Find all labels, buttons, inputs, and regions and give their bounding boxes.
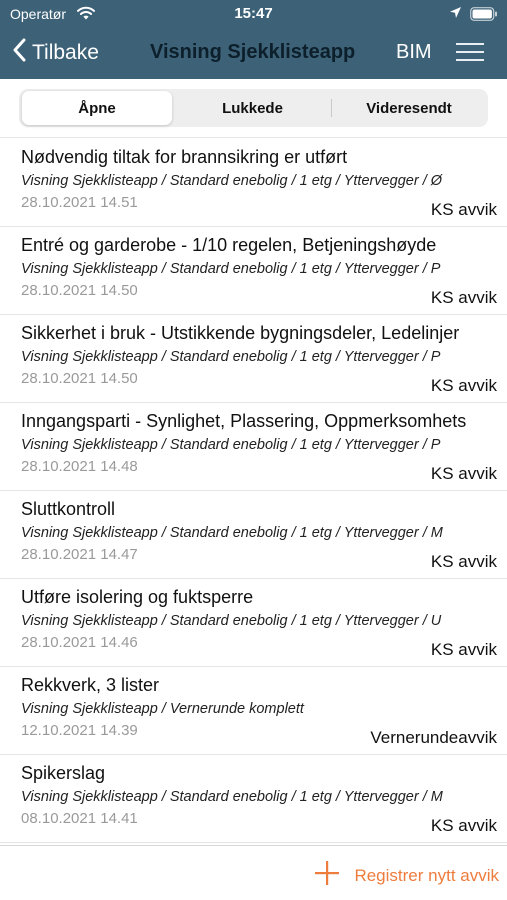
plus-icon	[314, 860, 340, 891]
item-date: 28.10.2021 14.46	[21, 634, 138, 651]
page-title: Visning Sjekklisteapp	[150, 41, 356, 63]
item-path: Visning Sjekklisteapp / Standard enebolig / 1 etg / Yttervegger / P	[21, 437, 441, 453]
list-item[interactable]	[0, 667, 507, 755]
item-date: 28.10.2021 14.50	[21, 370, 138, 387]
item-date: 08.10.2021 14.41	[21, 810, 138, 827]
item-type: Vernerundeavvik	[370, 728, 497, 747]
tab-closed[interactable]: Lukkede	[222, 99, 283, 117]
list-item[interactable]	[0, 227, 507, 315]
bottom-toolbar	[0, 845, 507, 900]
item-title: Entré og garderobe - 1/10 regelen, Betjeningshøyde	[21, 235, 437, 255]
item-title: Inngangsparti - Synlighet, Plassering, Oppmerksomhets	[21, 411, 467, 431]
segmented-control	[19, 89, 488, 127]
item-title: Spikerslag	[21, 763, 106, 783]
item-type: KS avvik	[430, 464, 497, 483]
deviation-list	[0, 139, 507, 845]
item-path: Visning Sjekklisteapp / Standard enebolig / 1 etg / Yttervegger / M	[21, 525, 443, 541]
item-type: KS avvik	[430, 200, 497, 219]
item-date: 28.10.2021 14.51	[21, 194, 138, 211]
list-item[interactable]	[0, 403, 507, 491]
item-type: KS avvik	[430, 816, 497, 835]
item-path: Visning Sjekklisteapp / Standard enebolig / 1 etg / Yttervegger / U	[21, 613, 442, 629]
segment-bar	[0, 79, 507, 138]
item-title: Nødvendig tiltak for brannsikring er utført	[21, 147, 348, 167]
back-label: Tilbake	[32, 41, 99, 64]
chevron-left-icon	[12, 38, 26, 68]
carrier-label: Operatør	[10, 6, 67, 22]
location-arrow-icon	[449, 6, 462, 24]
back-button[interactable]	[12, 38, 99, 68]
list-item[interactable]	[0, 755, 507, 843]
register-deviation-button[interactable]	[314, 860, 499, 891]
item-title: Sikkerhet i bruk - Utstikkende bygningsdeler, Ledelinjer	[21, 323, 460, 343]
item-path: Visning Sjekklisteapp / Standard enebolig / 1 etg / Yttervegger / P	[21, 349, 441, 365]
item-type: KS avvik	[430, 552, 497, 571]
item-type: KS avvik	[430, 288, 497, 307]
item-date: 28.10.2021 14.50	[21, 282, 138, 299]
list-item[interactable]	[0, 139, 507, 227]
top-bar	[0, 0, 507, 79]
list-item[interactable]	[0, 315, 507, 403]
navigation-bar	[0, 28, 507, 79]
register-label: Registrer nytt avvik	[354, 865, 499, 885]
item-date: 28.10.2021 14.47	[21, 546, 138, 563]
item-path: Visning Sjekklisteapp / Standard enebolig / 1 etg / Yttervegger / P	[21, 261, 441, 277]
tab-open[interactable]: Åpne	[22, 91, 172, 125]
item-path: Visning Sjekklisteapp / Standard enebolig / 1 etg / Yttervegger / M	[21, 789, 443, 805]
list-item[interactable]	[0, 491, 507, 579]
item-title: Utføre isolering og fuktsperre	[21, 587, 254, 607]
item-path: Visning Sjekklisteapp / Vernerunde komplett	[21, 701, 304, 717]
item-path: Visning Sjekklisteapp / Standard enebolig / 1 etg / Yttervegger / Ø	[21, 173, 443, 189]
item-date: 12.10.2021 14.39	[21, 722, 138, 739]
segment-divider	[331, 99, 332, 117]
list-item[interactable]	[0, 579, 507, 667]
item-type: KS avvik	[430, 376, 497, 395]
item-title: Rekkverk, 3 lister	[21, 675, 160, 695]
item-title: Sluttkontroll	[21, 499, 116, 519]
item-type: KS avvik	[430, 640, 497, 659]
item-date: 28.10.2021 14.48	[21, 458, 138, 475]
tab-forwarded[interactable]: Videresendt	[366, 99, 452, 117]
status-bar	[0, 0, 507, 28]
status-time: 15:47	[234, 5, 273, 22]
battery-icon	[470, 7, 498, 26]
bim-button[interactable]: BIM	[396, 41, 432, 63]
hamburger-menu-icon[interactable]	[455, 40, 485, 69]
